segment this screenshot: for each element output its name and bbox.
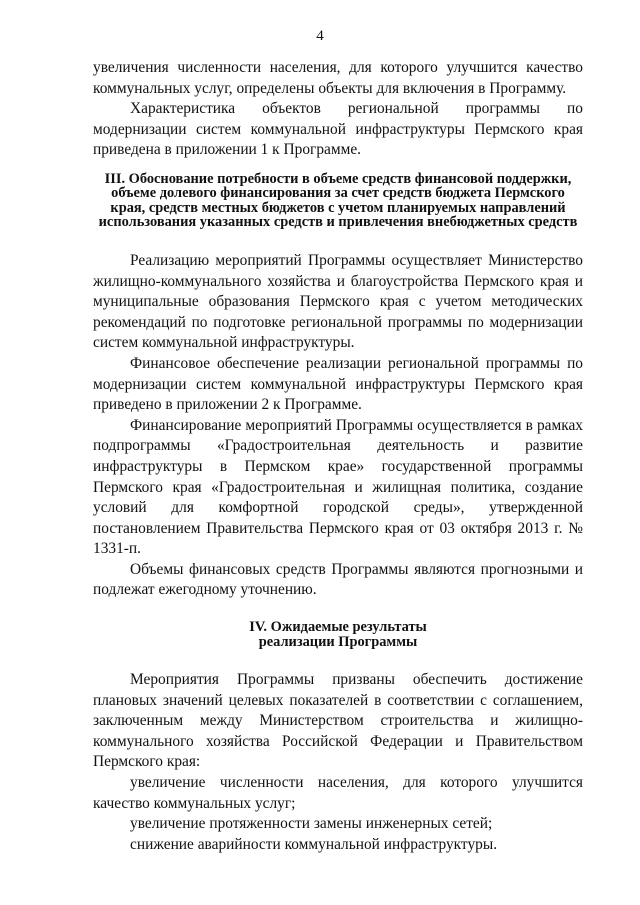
paragraph: Финансирование мероприятий Программы осуществляется в рамках подпрограммы «Градостроительная деятельность и развитие инфраструктуры в Пермском крае» государственной программы Пермского края «Градостроительная и жилищная политика, создание условий для комфортной городской среды», утвержденной постановлением Правительства Пермского края от 03 октября 2013 г. № 1331-п.	[93, 416, 583, 558]
section-4-heading	[93, 620, 583, 649]
paragraph: Характеристика объектов региональной программы по модернизации систем коммунальной инфраструктуры Пермского края приведена в приложении 1 к Программе.	[93, 100, 583, 159]
paragraph: Финансовое обеспечение реализации региональной программы по модернизации систем коммунальной инфраструктуры Пермского края приведено в приложении 2 к Программе.	[93, 354, 583, 414]
section-3-heading: III. Обоснование потребности в объеме средств финансовой поддержки, объеме долевого финансирования за счет средств бюджета Пермского края, средств местных бюджетов с учетом планируемых направлений использования указанных средств и привлечения внебюджетных средств	[98, 170, 578, 231]
paragraph: Мероприятия Программы призваны обеспечить достижение плановых значений целевых показателей в соответствии с соглашением, заключенным между Министерством строительства и жилищно-коммунального хозяйства Российской Федерации и Правительством Пермского края:	[93, 671, 583, 771]
paragraph: Объемы финансовых средств Программы являются прогнозными и подлежат ежегодному уточнению.	[93, 560, 583, 599]
results-list	[93, 773, 583, 855]
list-item: снижение аварийности коммунальной инфраструктуры.	[130, 835, 498, 853]
list-item: увеличение численности населения, для которого улучшится качество коммунальных услуг;	[93, 774, 583, 812]
section-4-heading-line: реализации Программы	[258, 633, 418, 650]
paragraph: увеличения численности населения, для которого улучшится качество коммунальных услуг, определены объекты для включения в Программу.	[93, 59, 583, 97]
document-body	[93, 58, 583, 855]
list-item: увеличение протяженности замены инженерных сетей;	[130, 815, 493, 833]
section-4-heading-line: IV. Ожидаемые результаты	[249, 619, 427, 636]
page-number: 4	[316, 28, 324, 44]
paragraph: Реализацию мероприятий Программы осуществляет Министерство жилищно-коммунального хозяйства и благоустройства Пермского края и муниципальные образования Пермского края с учетом методических рекомендаций по подготовке региональной программы по модернизации систем коммунальной инфраструктуры.	[93, 251, 583, 352]
